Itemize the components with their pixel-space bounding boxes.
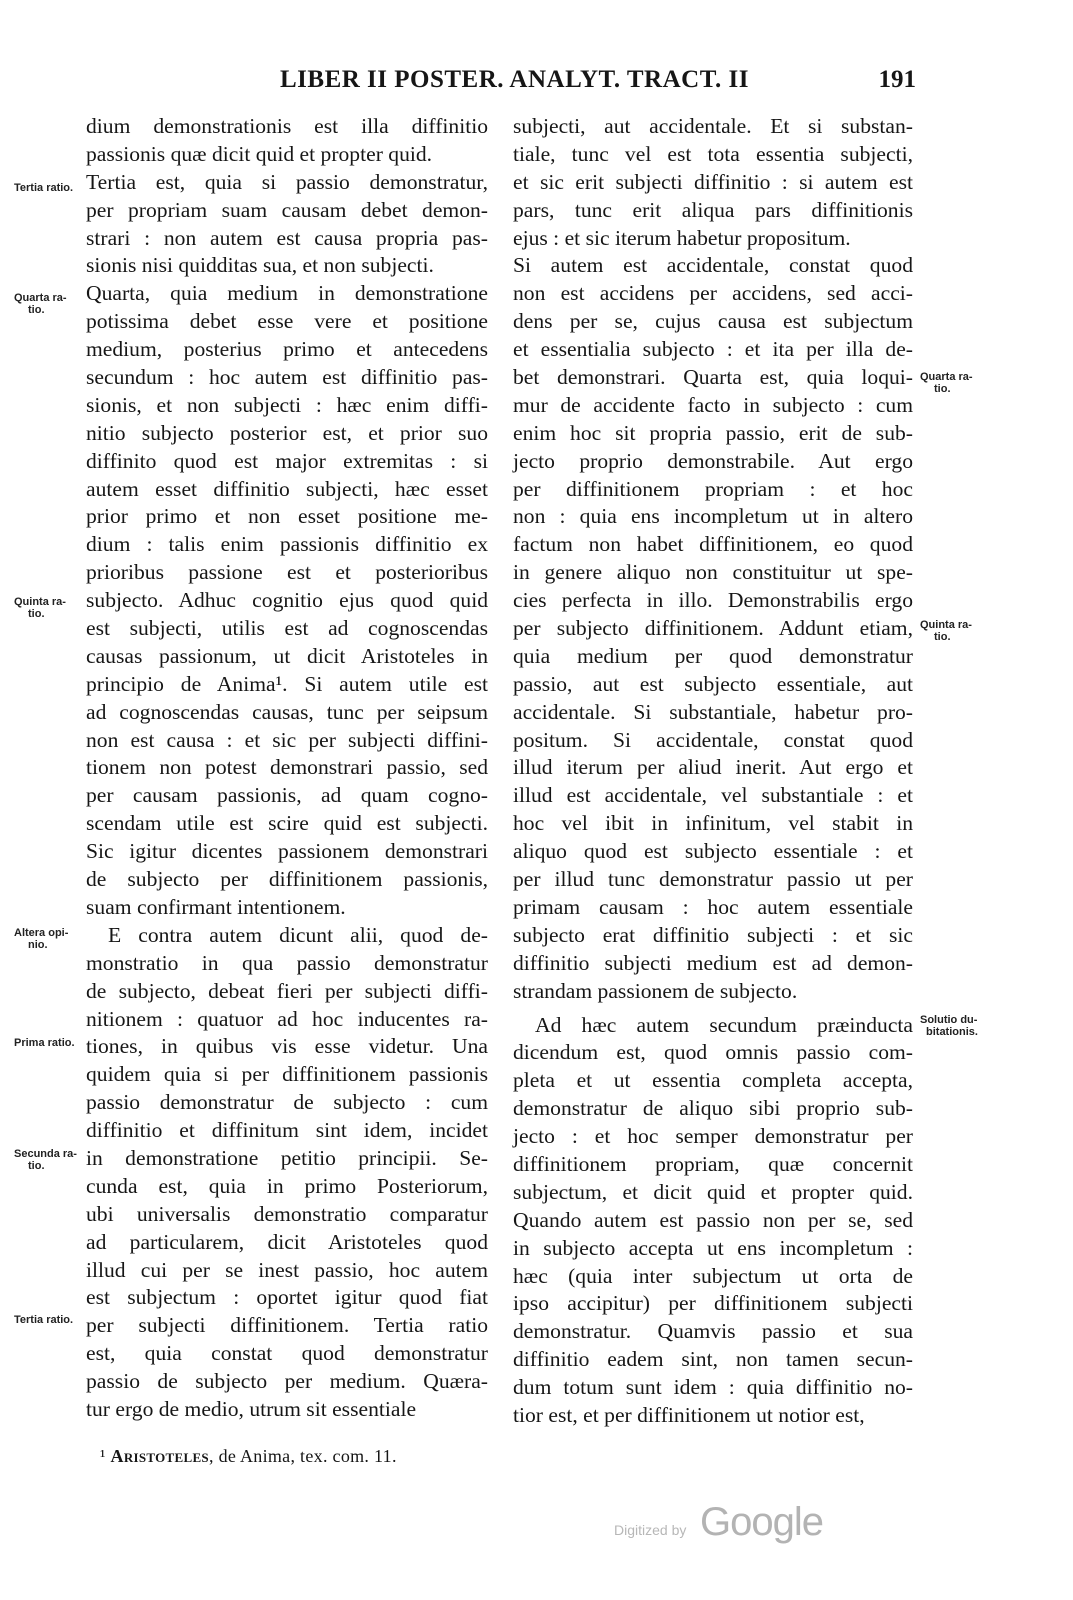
margin-note [14,292,67,316]
text-line: Tertia est, quia si passio demonstratur, [86,169,488,194]
text-line: monstratio in qua passio demonstratur [86,950,488,975]
text-line: nitio subjecto posterior est, et prior suo [86,420,488,445]
text-line: dium : talis enim passionis diffinitio ex [86,532,488,557]
margin-note-line: Quinta ra- [14,596,66,608]
text-line: est subjecti, utilis est ad cognoscendas [86,616,488,641]
margin-note-line: tio. [28,1160,45,1172]
margin-note-line: bitationis. [926,1026,978,1038]
text-line: demonstratur. Quamvis passio et sua [513,1319,913,1344]
text-line: ad particularem, dicit Aristoteles quod [86,1229,488,1254]
text-line: dium demonstrationis est illa diffinitio [86,114,488,138]
text-line: non est accidens per accidens, sed acci- [513,281,913,306]
text-line: ejus : et sic iterum habetur propositum. [513,225,851,250]
text-line: non est causa : et sic per subjecti diffini- [86,727,488,752]
margin-note-line: Tertia ratio. [14,1314,74,1326]
margin-note [920,619,972,643]
text-line: passio de subjecto per medium. Quæra- [86,1369,488,1394]
text-line: potissima debet esse vere et positione [86,309,488,334]
text-line: causas passionum, ut dicit Aristoteles in [86,643,488,668]
margin-note [14,927,68,951]
margin-note-line: Quinta ra- [920,619,972,631]
margin-note-line: Tertia ratio. [14,182,74,194]
text-line: est, quia constat quod demonstratur [86,1341,488,1366]
text-line: per subjecto diffinitionem. Addunt etiam, [513,616,913,641]
text-line: autem esset diffinitio subjecti, hæc esset [86,476,488,501]
text-line: scendam utile est scire quid est subjecti. [86,811,488,836]
text-line: per subjecti diffinitionem. Tertia ratio [86,1313,488,1338]
text-line: dicendum est, quod omnis passio com- [513,1040,913,1065]
text-line: non : quia ens incompletum ut in altero [513,504,913,529]
text-line: ipso accipitur) per diffinitionem subjecti [513,1291,913,1316]
margin-note [14,1148,77,1172]
text-line: suam confirmant intentionem. [86,894,346,919]
text-line: positum. Si accidentale, constat quod [513,727,913,752]
text-line: per propriam suam causam debet demon- [86,197,488,222]
text-line: diffinitio subjecti medium est ad demon- [513,950,913,975]
footnote-marker: ¹ [100,1446,106,1466]
text-line: per diffinitionem propriam : et hoc [513,476,913,501]
text-line: ad cognoscendas causas, tunc per seipsum [86,699,488,724]
text-line: medium, posterius primo et antecedens [86,337,488,362]
footnote [100,1446,397,1467]
running-title: LIBER II POSTER. ANALYT. TRACT. II [280,66,749,93]
text-line: passio demonstratur de subjecto : cum [86,1090,488,1115]
text-line: per causam passionis, ad quam cogno- [86,783,488,808]
margin-note [14,1037,75,1049]
text-line: strari : non autem est causa propria pas- [86,225,488,250]
text-line: Ad hæc autem secundum præinducta [535,1012,913,1037]
text-line: hæc (quia inter subjectum ut orta de [513,1263,913,1288]
text-line: quidem quia si per diffinitionem passionis [86,1062,488,1087]
text-line: subjecti, aut accidentale. Et si substan- [513,114,913,138]
margin-note-line: Solutio du- [920,1014,978,1026]
text-line: secundum : hoc autem est diffinitio pas- [86,365,488,390]
text-line: tiale, tunc vel est tota essentia subjecti, [513,141,913,166]
text-line: de subjecto, debeat fieri per subjecti diffi- [86,978,488,1003]
text-line: pars, tunc erit aliqua pars diffinitionis [513,197,913,222]
text-line: tionem non potest demonstrari passio, sed [86,755,488,780]
text-line: quia medium per quod demonstratur [513,643,913,668]
text-line: in genere aliquo non constituitur ut spe- [513,560,913,585]
text-line: nitionem : quatuor ad hoc inducentes ra- [86,1006,488,1031]
digitized-watermark [610,1500,840,1550]
footnote-author: Aristoteles [110,1446,209,1466]
text-line: tior est, et per diffinitionem ut notior est, [513,1402,865,1427]
text-line: diffinitio eadem sint, non tamen secun- [513,1347,913,1372]
margin-note [14,1314,73,1326]
text-line: illud est accidentale, vel substantiale : et [513,783,913,808]
text-line: jecto : et hoc semper demonstratur per [513,1124,913,1149]
text-line: sionis, et non subjecti : hæc enim diffi- [86,392,488,417]
left-text-column [86,113,488,1424]
margin-note-line: Altera opi- [14,927,69,939]
text-line: tur ergo de medio, utrum sit essentiale [86,1396,417,1421]
right-text-column [513,113,913,1430]
text-line: tiones, in quibus vis esse videtur. Una [86,1034,488,1059]
text-line: jecto proprio demonstrabile. Aut ergo [513,448,913,473]
text-line: enim hoc sit propria passio, erit de sub- [513,420,913,445]
text-line: cies perfecta in illo. Demonstrabilis ergo [513,588,913,613]
text-line: ubi universalis demonstratio comparatur [86,1201,488,1226]
text-line: sionis nisi quidditas sua, et non subjecti. [86,253,434,278]
text-line: Quarta, quia medium in demonstratione [86,281,488,306]
text-line: E contra autem dicunt alii, quod de- [108,922,488,947]
text-line: diffinitio et diffinitum sint idem, incidet [86,1118,488,1143]
text-line: dens per se, cujus causa est subjectum [513,309,913,334]
text-line: passio, aut est subjecto essentiale, aut [513,671,913,696]
margin-note-line: tio. [934,631,951,643]
margin-note-line: tio. [934,383,951,395]
text-line: factum non habet diffinitionem, eo quod [513,532,913,557]
text-line: pleta et ut essentia completa accepta, [513,1068,913,1093]
text-line: bet demonstrari. Quarta est, quia loqui- [513,365,913,390]
text-line: illud cui per se inest passio, hoc autem [86,1257,488,1282]
text-line: principio de Anima¹. Si autem utile est [86,671,488,696]
text-line: aliquo quod est subjecto essentiale : et [513,839,913,864]
text-line: prior primo et non esset positione me- [86,504,488,529]
text-line: cunda est, quia in primo Posteriorum, [86,1173,488,1198]
margin-note [14,596,66,620]
text-line: in demonstratione petitio principii. Se- [86,1145,488,1170]
text-line: et essentialia subjecto : et ita per illa de- [513,337,913,362]
text-line: dum totum sunt idem : quia diffinitio no- [513,1375,913,1400]
text-line: Quando autem est passio non per se, sed [513,1207,913,1232]
margin-note-line: Secunda ra- [14,1148,77,1160]
text-line: et sic erit subjecti diffinitio : si autem est [513,169,913,194]
margin-note-line: Quarta ra- [14,292,67,304]
page-number: 191 [878,66,916,93]
text-line: hoc vel ibit in infinitum, vel stabit in [513,811,913,836]
text-line: subjecto. Adhuc cognitio ejus quod quid [86,588,488,613]
text-line: per illud tunc demonstratur passio ut per [513,867,913,892]
margin-note [920,371,973,395]
text-line: primam causam : hoc autem essentiale [513,894,913,919]
text-line: strandam passionem de subjecto. [513,978,798,1003]
text-line: mur de accidente facto in subjecto : cum [513,392,913,417]
text-line: est subjectum : oportet igitur quod fiat [86,1285,488,1310]
text-line: diffinito quod est major extremitas : si [86,448,488,473]
text-line: Sic igitur dicentes passionem demonstrari [86,839,488,864]
text-line: de subjecto per diffinitionem passionis, [86,867,488,892]
margin-note-line: tio. [28,304,45,316]
text-line: passionis quæ dicit quid et propter quid. [86,141,433,166]
text-line: demonstratur de aliquo sibi proprio sub- [513,1096,913,1121]
margin-note-line: tio. [28,608,45,620]
google-logo: Google [700,1500,823,1544]
text-line: prioribus passione est et posterioribus [86,560,488,585]
watermark-prefix: Digitized by [614,1522,687,1538]
margin-note [920,1014,978,1038]
margin-note-line: Prima ratio. [14,1037,75,1049]
text-line: subjectum, et dicit quid et propter quid. [513,1179,913,1204]
text-line: in subjecto accepta ut ens incompletum : [513,1235,913,1260]
text-line: subjecto erat diffinitio subjecti : et sic [513,922,913,947]
text-line: illud iterum per aliud inerit. Aut ergo et [513,755,913,780]
margin-note-line: Quarta ra- [920,371,973,383]
margin-note-line: nio. [28,939,48,951]
text-line: Si autem est accidentale, constat quod [513,253,913,278]
running-head [280,66,916,96]
text-line: diffinitionem propriam, quæ concernit [513,1151,913,1176]
text-line: accidentale. Si substantiale, habetur pro- [513,699,913,724]
margin-note [14,182,73,194]
footnote-text: , de Anima, tex. com. 11. [208,1446,397,1466]
